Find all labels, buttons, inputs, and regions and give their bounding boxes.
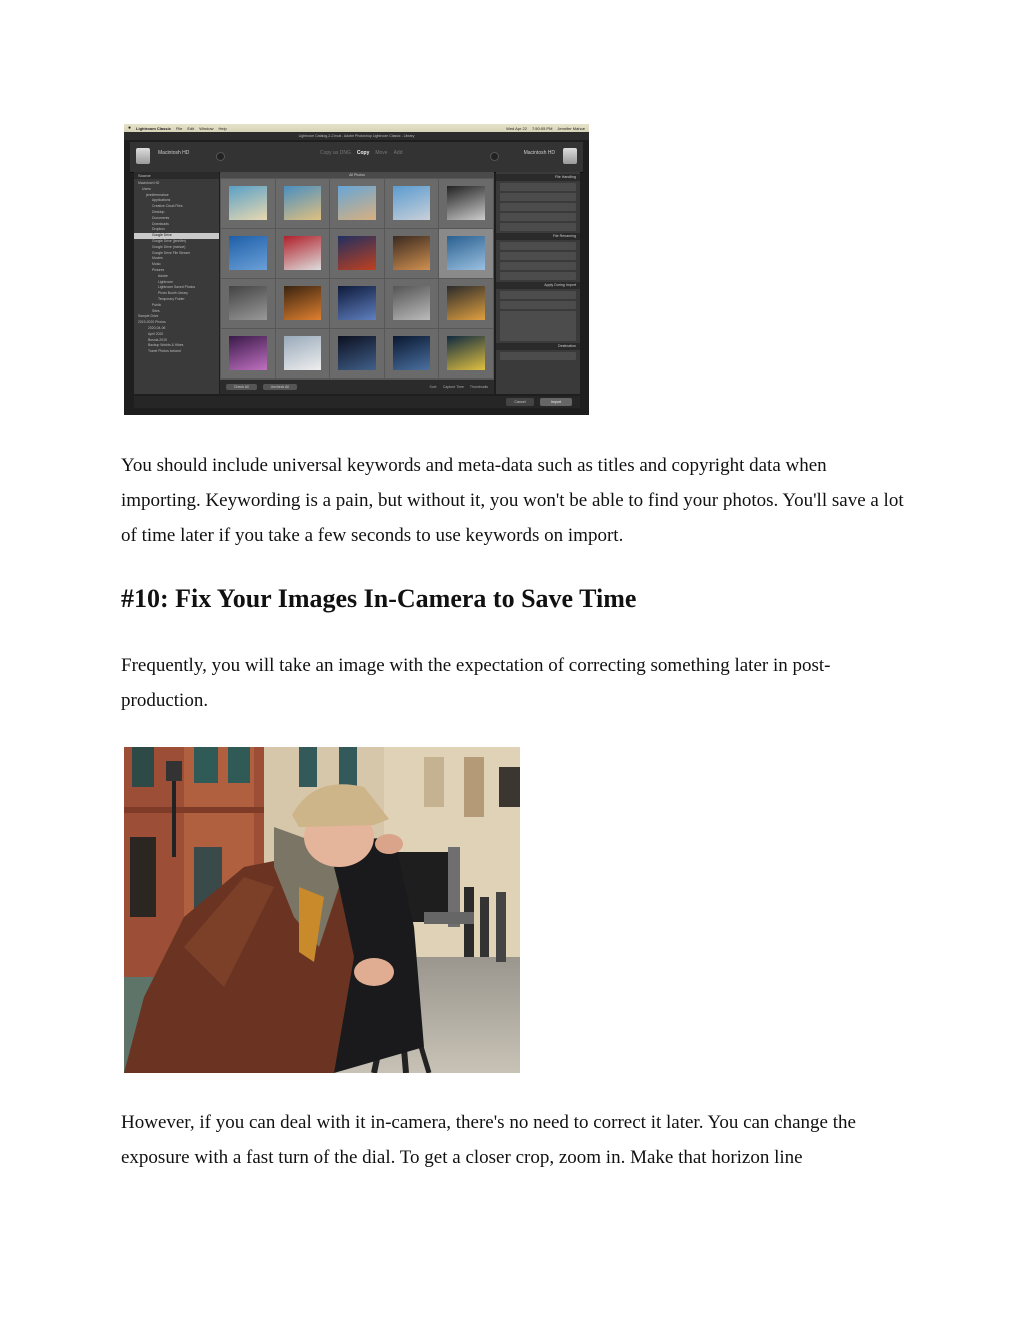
thumbnail-cell xyxy=(330,229,384,278)
destination-label: Macintosh HD xyxy=(523,150,555,156)
thumbnail-cell xyxy=(221,329,275,378)
thumbnail-image xyxy=(284,336,322,370)
thumbnail-image xyxy=(229,336,267,370)
thumbnail-image xyxy=(393,336,431,370)
folder-tree-item: Google Drive xyxy=(134,233,219,239)
section-file-handling: File Handling xyxy=(496,174,580,181)
thumbnail-cell xyxy=(439,229,493,278)
thumbnail-cell xyxy=(221,179,275,228)
paragraph-expectation: Frequently, you will take an image with the expectation of correcting something later in post-production. xyxy=(121,655,831,711)
thumbnail-cell xyxy=(385,229,439,278)
photographer-photo xyxy=(124,747,520,1073)
settings-panel xyxy=(496,172,580,394)
folder-tree-item: Temporary Folder xyxy=(158,296,185,301)
menubar-item: File xyxy=(175,125,183,131)
sort-value: Capture Time xyxy=(442,385,464,389)
folder-tree-item: Travel Photos Iceland xyxy=(148,349,181,354)
thumbnail-grid xyxy=(220,172,494,380)
folder-tree-item: Public xyxy=(152,302,162,307)
folder-tree-item: Movies xyxy=(152,256,163,261)
folder-tree-item: Macintosh HD xyxy=(138,181,160,185)
import-modes xyxy=(320,150,402,156)
mode-move: Move xyxy=(375,150,388,156)
thumbnail-cell xyxy=(276,179,330,228)
menubar-status: Wed Apr 22 xyxy=(506,125,527,131)
section-apply-during-import: Apply During Import xyxy=(496,282,580,289)
thumbnail-cell xyxy=(221,279,275,328)
destination-drive-icon xyxy=(563,148,577,164)
folder-tree-item: Lightroom Saved Photos xyxy=(158,285,196,290)
section-heading: #10: Fix Your Images In-Camera to Save Time xyxy=(121,584,637,613)
folder-tree-item: Sample Drive xyxy=(138,314,159,319)
thumbnail-image xyxy=(284,286,322,320)
thumbnail-cell xyxy=(276,329,330,378)
thumbnail-image xyxy=(447,336,485,370)
folder-tree-item: Backup Worlds & Hikes xyxy=(148,343,184,348)
mode-copy: Copy xyxy=(356,150,370,156)
thumbnail-cell xyxy=(439,279,493,328)
folder-tree-item: 2019-2020 Photos xyxy=(138,320,166,325)
thumbnail-image xyxy=(393,286,431,320)
thumbnail-cell xyxy=(439,329,493,378)
paragraph-keywords: You should include universal keywords and meta-data such as titles and copyright data when importing. Keywording is a pain, but without it, you won't be able to find your photos. You'll save a lot of time later if you take a few seconds to use keywords on import. xyxy=(121,455,904,546)
thumbnail-image xyxy=(338,336,376,370)
mode-copy-dng: Copy as DNG xyxy=(320,150,351,156)
folder-tree-item: Music xyxy=(152,262,161,267)
thumbnail-image xyxy=(447,236,485,270)
import-footer xyxy=(134,396,580,408)
thumbnail-image xyxy=(447,186,485,220)
uncheck-all-button: Uncheck All xyxy=(263,384,297,390)
folder-tree-item: Google Drive File Stream xyxy=(152,250,191,255)
sort-label: Sort: xyxy=(429,385,437,389)
source-drive-icon xyxy=(136,148,150,164)
thumbnail-image xyxy=(229,236,267,270)
folder-tree-item: Adobe xyxy=(158,273,168,278)
thumbnail-image xyxy=(338,186,376,220)
thumbnail-cell xyxy=(330,329,384,378)
import-header xyxy=(130,142,583,173)
folder-tree-item: Photo Booth Library xyxy=(158,291,188,296)
folder-tree-item: April 2020 xyxy=(148,331,164,336)
source-label: Macintosh HD xyxy=(158,150,190,156)
cancel-button: Cancel xyxy=(506,398,534,406)
thumbnail-image xyxy=(229,286,267,320)
check-all-button: Check All xyxy=(226,384,257,390)
thumbnail-cell xyxy=(221,229,275,278)
menubar-item: Help xyxy=(218,125,227,131)
folder-tree-item: Bosnia 2019 xyxy=(148,337,167,342)
arrow-icon xyxy=(216,152,225,161)
menubar-app-name: Lightroom Classic xyxy=(136,125,171,131)
arrow-icon xyxy=(490,152,499,161)
folder-tree-item: Desktop xyxy=(152,209,165,214)
folder-tree-item: Documents xyxy=(152,215,170,220)
section-destination: Destination xyxy=(496,343,580,350)
folder-tree-item: Applications xyxy=(152,198,171,203)
thumbnail-image xyxy=(393,236,431,270)
folder-tree-item: Google Drive (jennifer) xyxy=(152,238,187,243)
menubar-item: Edit xyxy=(187,125,195,131)
folder-tree-item: Users xyxy=(142,186,151,191)
folder-tree-item: 2020-04-06 xyxy=(148,325,166,330)
folder-tree-item: Lightroom xyxy=(158,279,174,284)
folder-tree-item: Dropbox xyxy=(152,227,165,232)
paragraph-in-camera: However, if you can deal with it in-camera, there's no need to correct it later. You can change the exposure with a fast turn of the dial. To get a closer crop, zoom in. Make that horizon line xyxy=(121,1112,856,1168)
source-panel-header: Source xyxy=(134,172,219,179)
apple-icon: ● xyxy=(128,125,132,131)
thumbnail-image xyxy=(338,236,376,270)
thumbnail-cell xyxy=(385,179,439,228)
mode-add: Add xyxy=(393,150,403,156)
import-button: Import xyxy=(540,398,572,406)
folder-tree-item: Pictures xyxy=(152,267,165,272)
thumbnail-cell xyxy=(385,279,439,328)
window-title: Lightroom Catalog-2-2.lrcat - Adobe Photoshop Lightroom Classic - Library xyxy=(124,132,589,140)
mac-menubar xyxy=(124,124,589,132)
thumbnails-label: Thumbnails xyxy=(469,385,488,389)
thumbnail-cell xyxy=(330,179,384,228)
section-file-renaming: File Renaming xyxy=(496,233,580,240)
photographer-illustration xyxy=(124,747,520,1073)
folder-tree xyxy=(134,179,219,355)
folder-tree-item: Downloads xyxy=(152,221,169,226)
folder-tree-item: jenniferrmahoe xyxy=(146,192,169,197)
folder-tree-item: Creative Cloud Files xyxy=(152,204,183,209)
thumbnail-image xyxy=(447,286,485,320)
menubar-item: Window xyxy=(199,125,214,131)
menubar-status: 7:50:05 PM xyxy=(531,125,553,131)
thumbnail-cell xyxy=(439,179,493,228)
thumbnail-cell xyxy=(276,279,330,328)
lightroom-import-screenshot xyxy=(124,124,589,415)
thumbnail-cell xyxy=(385,329,439,378)
folder-tree-item: Sites xyxy=(152,308,160,313)
thumbnail-image xyxy=(284,236,322,270)
menubar-status: Jennifer Mahoe xyxy=(557,125,585,131)
thumbnail-image xyxy=(338,286,376,320)
thumbnail-cell xyxy=(330,279,384,328)
thumbnail-image xyxy=(284,186,322,220)
thumbnail-image xyxy=(393,186,431,220)
grid-header: All Photos xyxy=(220,172,494,178)
thumbnail-cell xyxy=(276,229,330,278)
grid-toolbar xyxy=(220,380,494,394)
thumbnail-cells xyxy=(220,178,494,380)
source-panel xyxy=(134,172,219,394)
folder-tree-item: Google Drive (mahoe) xyxy=(152,244,186,249)
thumbnail-image xyxy=(229,186,267,220)
